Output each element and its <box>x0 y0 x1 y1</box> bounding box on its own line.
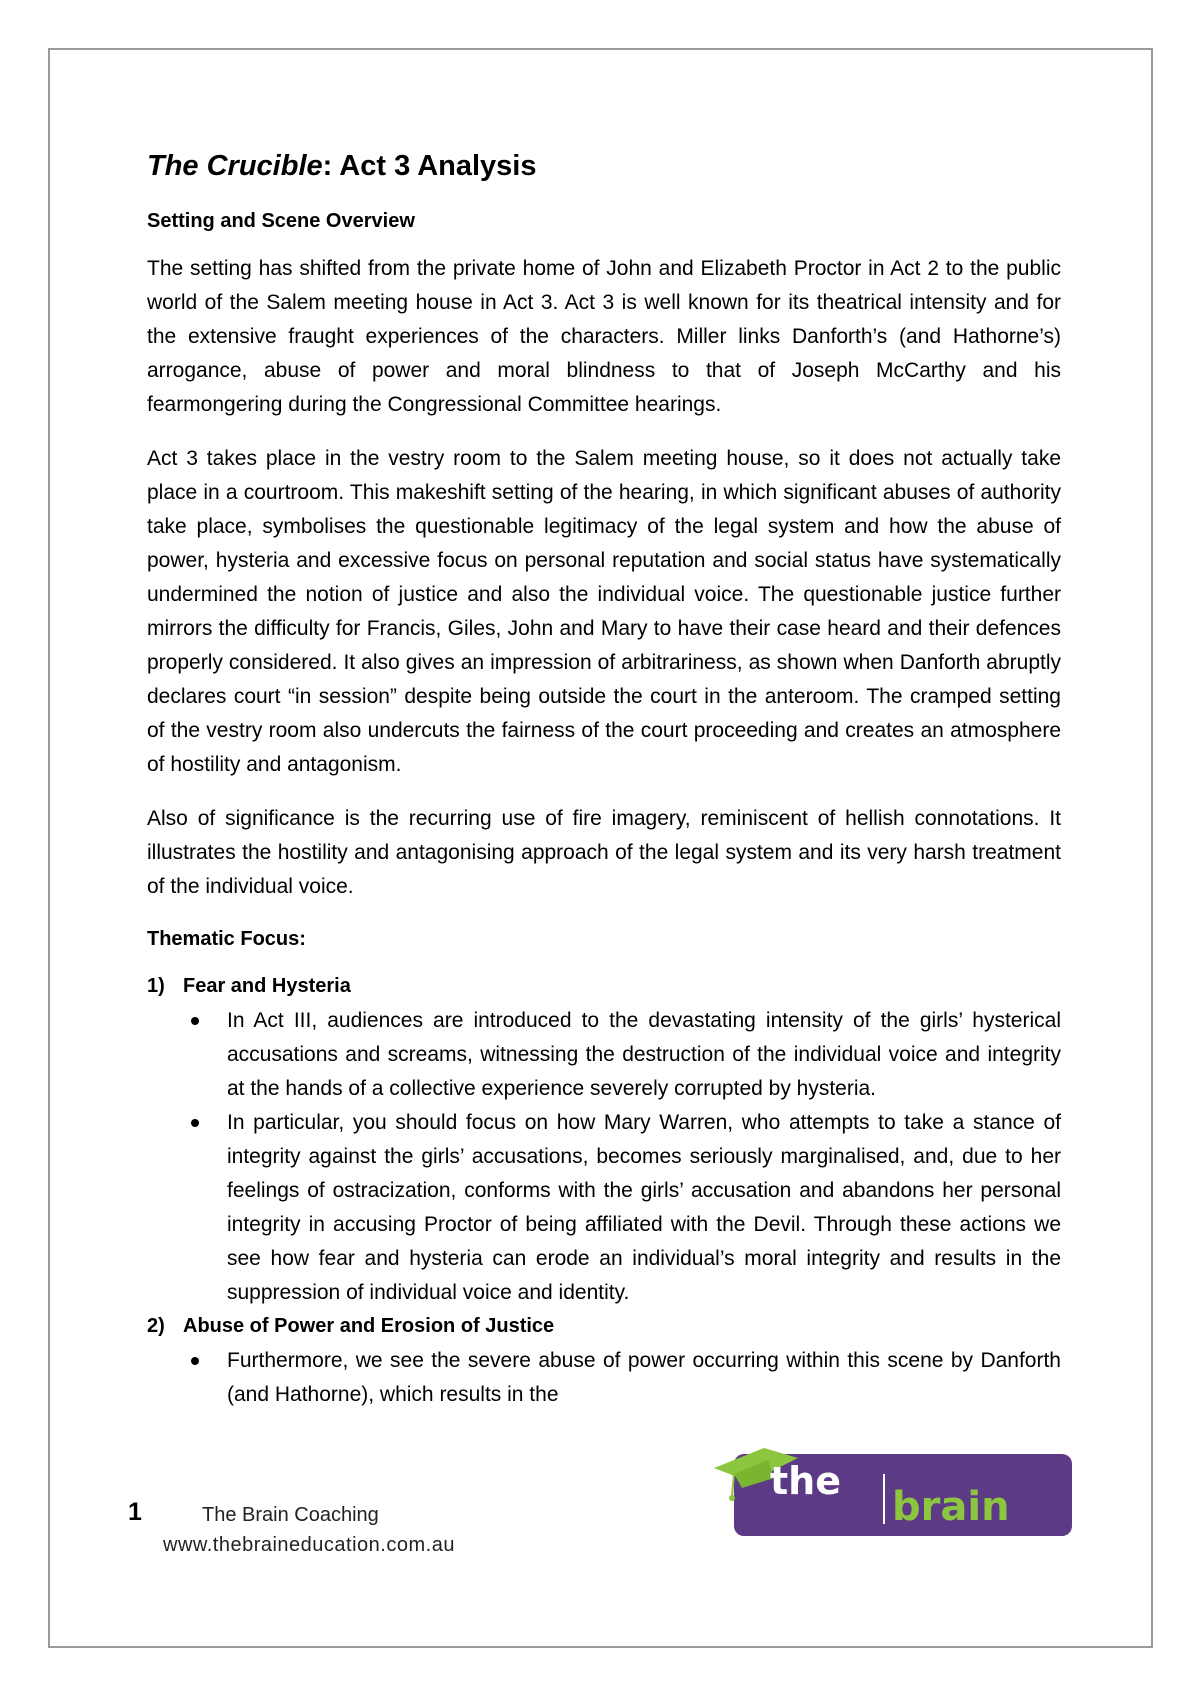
title-italic: The Crucible <box>147 150 323 182</box>
theme-title: Abuse of Power and Erosion of Justice <box>183 1315 555 1337</box>
theme-number: 1) <box>147 975 165 997</box>
bullet-text: In particular, you should focus on how Mary Warren, who attempts to take a stance of integrity against the girls’ accusations, becomes seriously marginalised, and, due to her feelings of ostracization, conforms with the girls’ accusation and abandons her personal integrity in accusing Proctor of being affiliated with the Devil. Through these actions we see how fear and hysteria can erode an individual’s moral integrity and results in the suppression of individual voice and identity. <box>227 1111 1061 1304</box>
bullet-text: Furthermore, we see the severe abuse of power occurring within this scene by Danforth (and Hathorne), which results in the <box>227 1349 1061 1406</box>
paragraph: Also of significance is the recurring use of fire imagery, reminiscent of hellish connotations. It illustrates the hostility and antagonising approach of the legal system and its very harsh treatment of the individual voice. <box>147 807 1061 898</box>
the-brain-logo <box>712 1430 1074 1542</box>
bullet-icon <box>147 1004 227 1106</box>
bullet-item <box>147 1344 1061 1412</box>
document-title <box>147 146 1061 186</box>
logo-word-the: the <box>770 1459 841 1503</box>
logo-word-brain: brain <box>892 1484 1010 1530</box>
theme-heading <box>147 1310 1061 1342</box>
bullet-icon <box>147 1344 227 1412</box>
bullet-item <box>147 1004 1061 1106</box>
footer-url: www.thebraineducation.com.au <box>163 1534 455 1556</box>
paragraph: The setting has shifted from the private home of John and Elizabeth Proctor in Act 2 to the public world of the Salem meeting house in Act 3. Act 3 is well known for its theatrical intensity and for the extensive fraught experiences of the characters. Miller links Danforth’s (and Hathorne’s) arrogance, abuse of power and moral blindness to that of Joseph McCarthy and his fearmongering during the Congressional Committee hearings. <box>147 257 1061 416</box>
thematic-heading: Thematic Focus: <box>147 928 306 950</box>
theme-title: Fear and Hysteria <box>183 975 351 997</box>
page-number: 1 <box>128 1498 142 1526</box>
setting-heading: Setting and Scene Overview <box>147 210 415 232</box>
document-body <box>147 146 1061 1412</box>
title-rest: : Act 3 Analysis <box>322 150 537 182</box>
bullet-item <box>147 1106 1061 1310</box>
footer-company: The Brain Coaching <box>202 1504 379 1526</box>
theme-number: 2) <box>147 1315 165 1337</box>
theme-section <box>147 1310 1061 1412</box>
bullet-list <box>147 1004 1061 1310</box>
bullet-list <box>147 1344 1061 1412</box>
paragraph: Act 3 takes place in the vestry room to the Salem meeting house, so it does not actually take place in a courtroom. This makeshift setting of the hearing, in which significant abuses of authority take place, symbolises the questionable legitimacy of the legal system and how the abuse of power, hysteria and excessive focus on personal reputation and social status have systematically undermined the notion of justice and also the individual voice. The questionable justice further mirrors the difficulty for Francis, Giles, John and Mary to have their case heard and their defences properly considered. It also gives an impression of arbitrariness, as shown when Danforth abruptly declares court “in session” despite being outside the court in the anteroom. The cramped setting of the vestry room also undercuts the fairness of the court proceeding and creates an atmosphere of hostility and antagonism. <box>147 447 1061 776</box>
bullet-icon <box>147 1106 227 1310</box>
theme-section <box>147 970 1061 1310</box>
theme-heading <box>147 970 1061 1002</box>
bullet-text: In Act III, audiences are introduced to the devastating intensity of the girls’ hysterical accusations and screams, witnessing the destruction of the individual voice and integrity at the hands of a collective experience severely corrupted by hysteria. <box>227 1009 1061 1100</box>
